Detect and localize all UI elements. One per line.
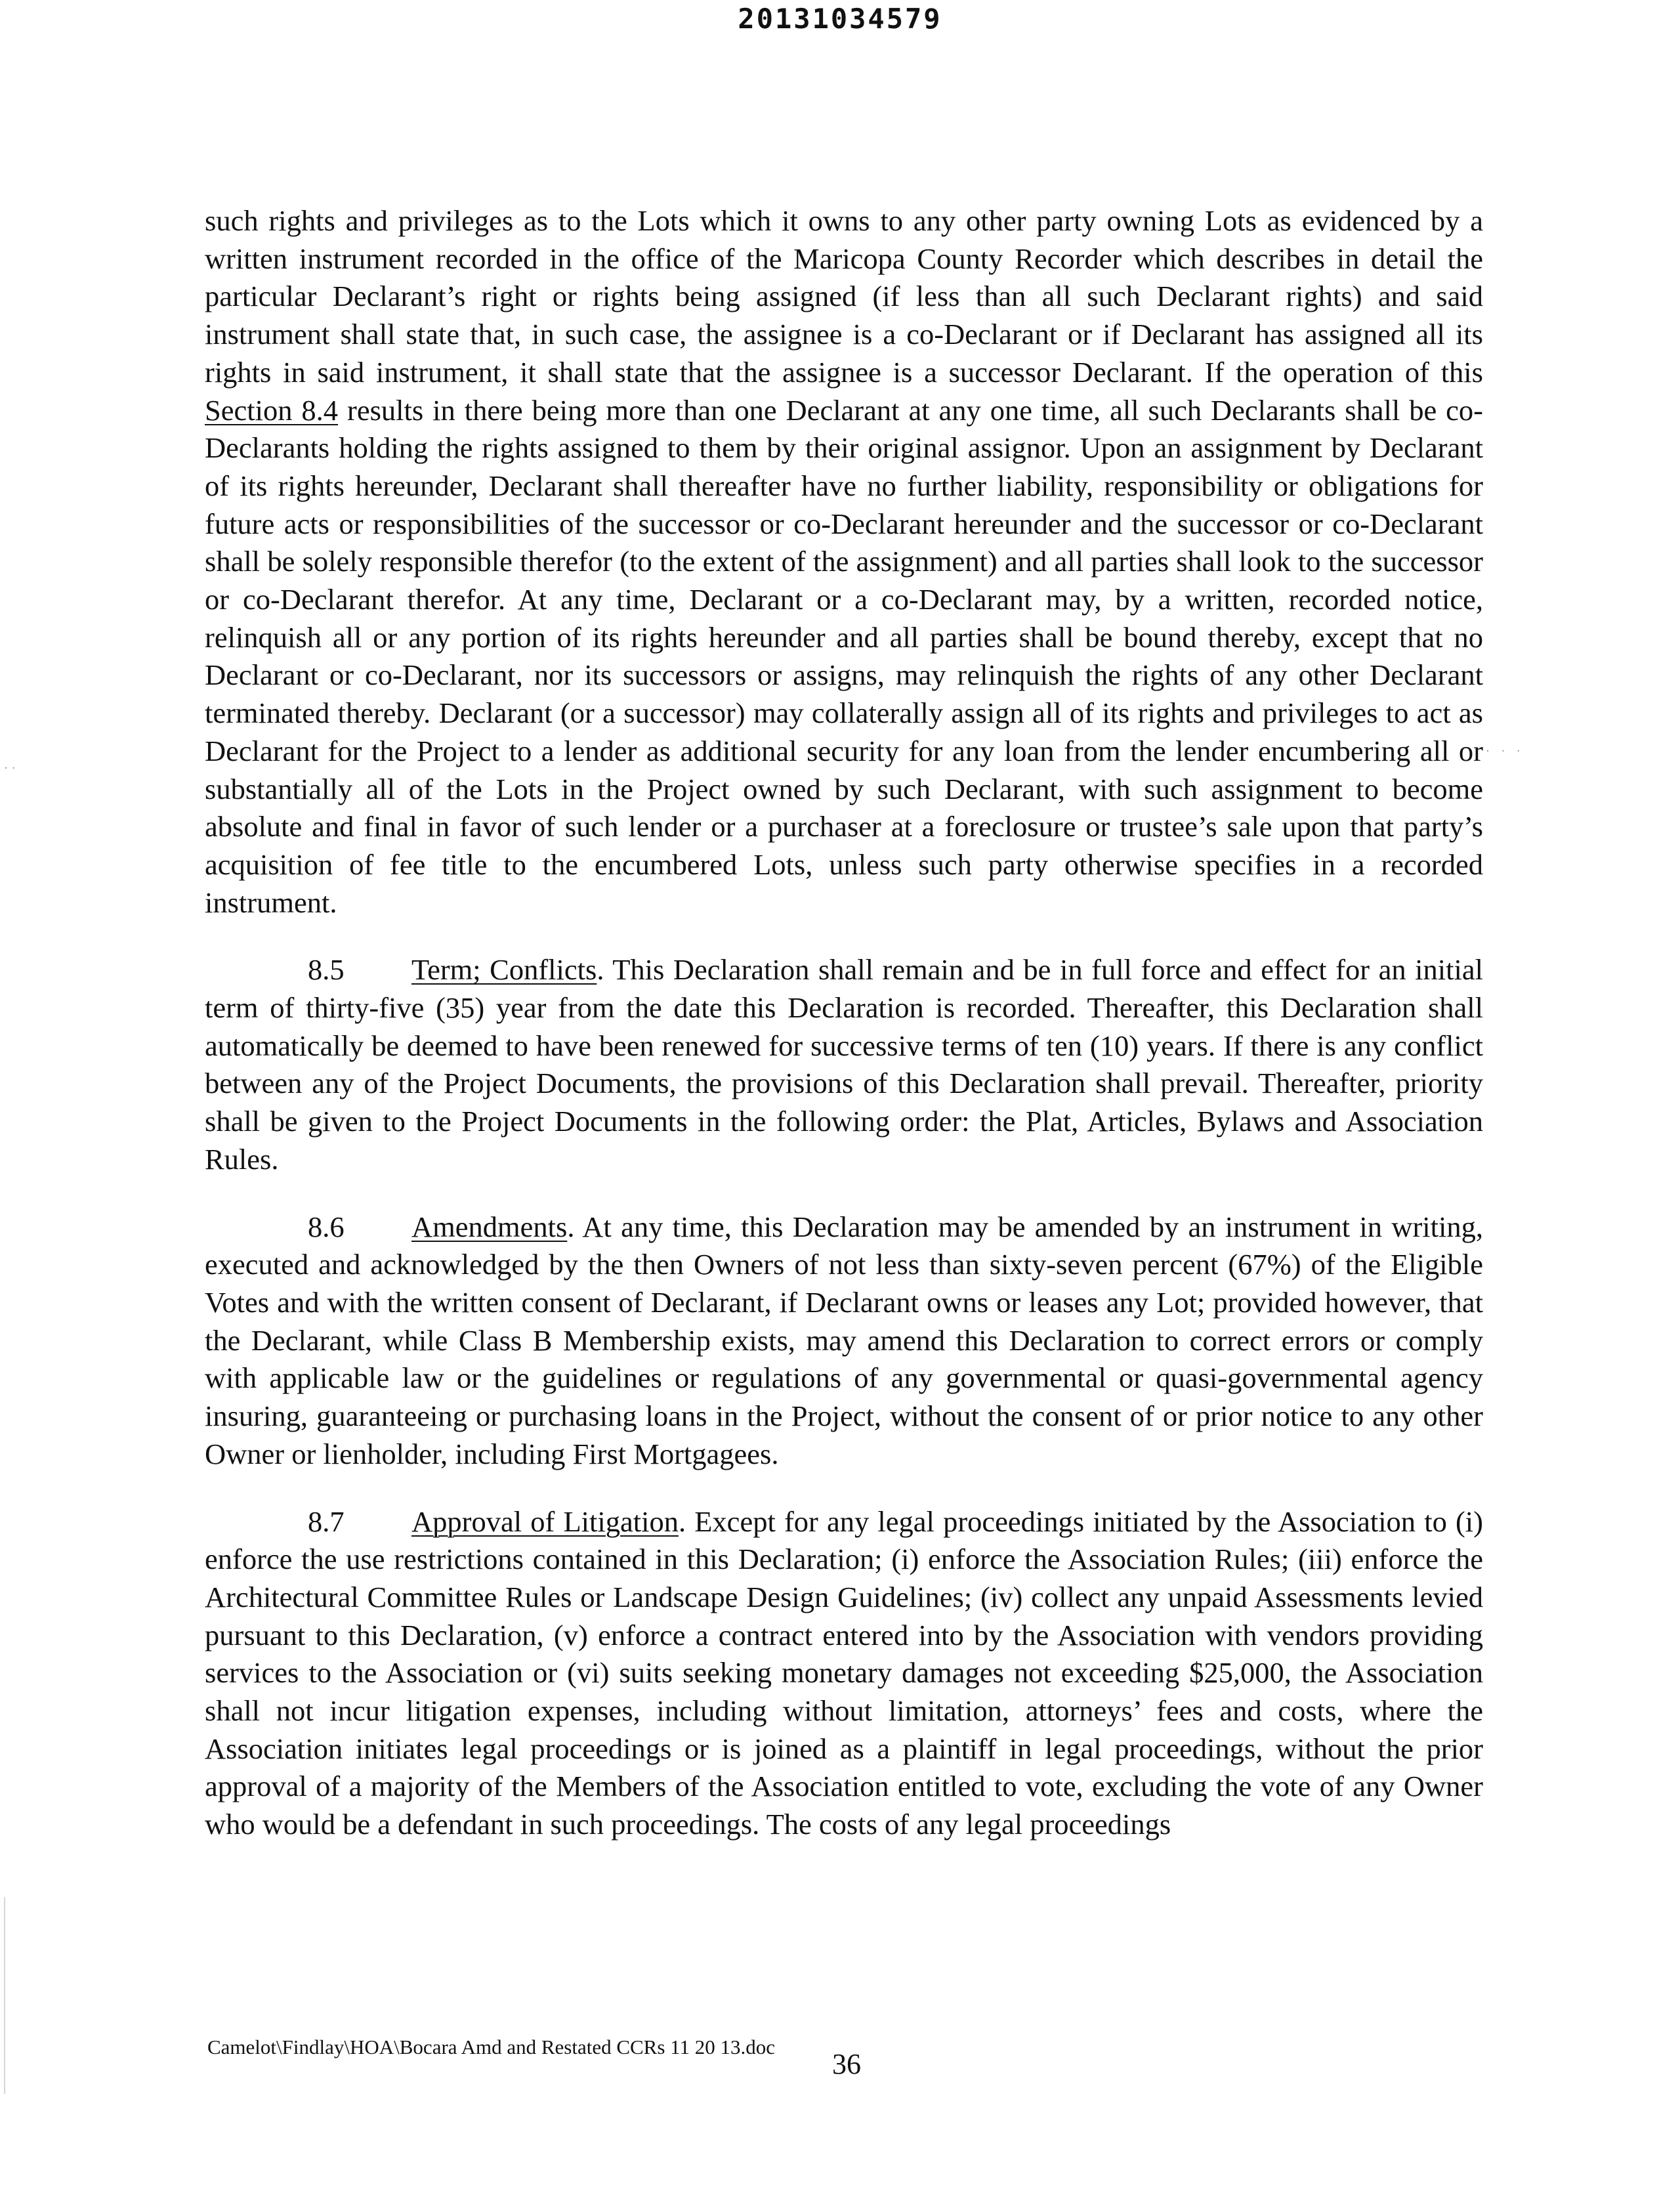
page-body (205, 202, 1483, 1844)
section-paragraph (205, 951, 1483, 1178)
section-paragraph (205, 1208, 1483, 1474)
page-number: 36 (832, 2048, 861, 2080)
section-title: Amendments (411, 1210, 568, 1243)
scan-margin-rule (4, 1897, 5, 2094)
section-body: . At any time, this Declaration may be amended by an instrument in writing, executed and acknowledged by the then Owners of not less than sixty-seven percent (67%) of the Eligible Votes and with the written consent of Declarant, if Declarant owns or leases any Lot; provided however, that the Declarant, while Class B Membership exists, may amend this Declaration to correct errors or comply with applicable law or the guidelines or regulations of any governmental or quasi-governmental agency insuring, guaranteeing or purchasing loans in the Project, without the consent of or prior notice to any other Owner or lienholder, including First Mortgagees. (205, 1210, 1483, 1470)
continuation-text-after: results in there being more than one Declarant at any one time, all such Declarants shall be co-Declarants holding the rights assigned to them by their original assignor. Upon an assignment by Declarant of its rights hereunder, Declarant shall thereafter have no further liability, responsibility or obligations for future acts or responsibilities of the successor or co-Declarant hereunder and the successor or co-Declarant shall be solely responsible therefor (to the extent of the assignment) and all parties shall look to the successor or co-Declarant therefor. At any time, Declarant or a co-Declarant may, by a written, recorded notice, relinquish all or any portion of its rights hereunder and all parties shall be bound thereby, except that no Declarant or co-Declarant, nor its successors or assigns, may relinquish the rights of any other Declarant terminated thereby. Declarant (or a successor) may collaterally assign all of its rights and privileges to act as Declarant for the Project to a lender as additional security for any loan from the lender encumbering all or substantially all of the Lots in the Project owned by such Declarant, with such assignment to become absolute and final in favor of such lender or a purchaser at a foreclosure or trustee’s sale upon that party’s acquisition of fee title to the encumbered Lots, unless such party otherwise specifies in a recorded instrument. (205, 393, 1483, 919)
section-body: . Except for any legal proceedings initiated by the Association to (i) enforce the use restrictions contained in this Declaration; (i) enforce the Association Rules; (iii) enforce the Architectural Committee Rules or Landscape Design Guidelines; (iv) collect any unpaid Assessments levied pursuant to this Declaration, (v) enforce a contract entered into by the Association with vendors providing services to the Association or (vi) suits seeking monetary damages not exceeding $25,000, the Association shall not incur litigation expenses, including without limitation, attorneys’ fees and costs, where the Association initiates legal proceedings or is joined as a plaintiff in legal proceedings, without the prior approval of a majority of the Members of the Association entitled to vote, excluding the vote of any Owner who would be a defendant in such proceedings. The costs of any legal proceedings (205, 1504, 1483, 1841)
continuation-text: such rights and privileges as to the Lots which it owns to any other party owning Lots as evidenced by a written instrument recorded in the office of the Maricopa County Recorder which describes in detail the particular Declarant’s right or rights being assigned (if less than all such Declarant rights) and said instrument shall state that, in such case, the assignee is a co-Declarant or if Declarant has assigned all its rights in said instrument, it shall state that the assignee is a successor Declarant. If the operation of this (205, 204, 1483, 389)
section-reference: Section 8.4 (205, 393, 339, 427)
section-body: . This Declaration shall remain and be in full force and effect for an initial term of thirty-five (35) year from the date this Declaration is recorded. Thereafter, this Declaration shall automatically be deemed to have been renewed for successive terms of ten (10) years. If there is any conflict between any of the Project Documents, the provisions of this Declaration shall prevail. Thereafter, priority shall be given to the Project Documents in the following order: the Plat, Articles, Bylaws and Association Rules. (205, 953, 1483, 1176)
section-number: 8.5 (308, 953, 345, 987)
section-number: 8.7 (308, 1504, 345, 1538)
document-number: 20131034579 (738, 3, 942, 35)
scan-margin-mark: ·· (4, 761, 20, 775)
section-title: Approval of Litigation (411, 1504, 679, 1538)
continuation-paragraph (205, 202, 1483, 922)
section-title: Term; Conflicts (411, 953, 597, 987)
section-paragraph (205, 1503, 1483, 1844)
section-number: 8.6 (308, 1210, 345, 1243)
scan-margin-mark: · · · (1486, 744, 1524, 758)
footer-file-path: Camelot\Findlay\HOA\Bocara Amd and Restated CCRs 11 20 13.doc (207, 2035, 776, 2058)
